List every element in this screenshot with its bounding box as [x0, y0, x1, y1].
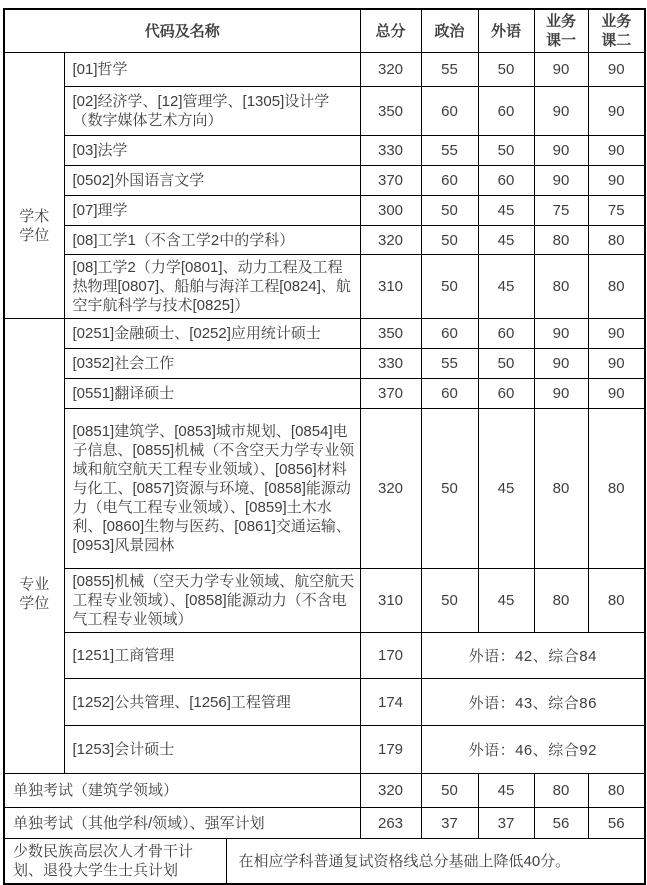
program-name: [07]理学: [64, 196, 360, 226]
table-row: [4, 726, 645, 774]
header-row: [4, 9, 645, 53]
score-politics: 50: [421, 226, 478, 255]
score-course1: 90: [534, 379, 588, 409]
score-course2: 90: [588, 349, 645, 379]
score-total: 370: [360, 166, 421, 196]
table-row: [4, 319, 645, 349]
program-name: [02]经济学、[12]管理学、[1305]设计学（数字媒体艺术方向）: [64, 87, 360, 136]
score-note: 外语：46、综合92: [421, 726, 645, 774]
header-course2-label: 业务课二: [601, 13, 632, 49]
score-course1: 90: [534, 136, 588, 166]
table-row: [4, 255, 645, 319]
table-row: [4, 136, 645, 166]
score-foreign: 50: [478, 53, 534, 87]
score-course2: 80: [588, 409, 645, 569]
score-foreign: 37: [478, 808, 534, 839]
table-row: [4, 349, 645, 379]
group-professional-label: 专业学位: [19, 575, 50, 612]
score-course2: 90: [588, 166, 645, 196]
score-politics: 50: [421, 409, 478, 569]
header-course2: [588, 9, 645, 53]
score-politics: 60: [421, 166, 478, 196]
program-name: [1252]公共管理、[1256]工程管理: [64, 679, 360, 726]
score-course2: 90: [588, 379, 645, 409]
score-foreign: 45: [478, 774, 534, 808]
score-politics: 60: [421, 379, 478, 409]
table-row: [4, 569, 645, 633]
score-politics: 60: [421, 319, 478, 349]
score-foreign: 45: [478, 255, 534, 319]
score-total: 320: [360, 53, 421, 87]
score-total: 320: [360, 226, 421, 255]
score-course1: 90: [534, 166, 588, 196]
score-course1: 90: [534, 319, 588, 349]
score-foreign: 45: [478, 196, 534, 226]
program-name: [0855]机械（空天力学专业领域、航空航天工程专业领域）、[0858]能源动力（不含电气工程专业领域）: [64, 569, 360, 633]
program-name: [0851]建筑学、[0853]城市规划、[0854]电子信息、[0855]机械（不含空天力学专业领域和航空航天工程专业领域）、[0856]材料与化工、[0857]资源与环境、[0858]能源动力（电气工程专业领域）、[0859]土木水利、[0860]生物与医药、[0861]交通运输、[0953]风景园林: [64, 409, 360, 569]
score-course1: 56: [534, 808, 588, 839]
header-course1: [534, 9, 588, 53]
score-course1: 80: [534, 409, 588, 569]
score-course2: 80: [588, 255, 645, 319]
score-course1: 80: [534, 569, 588, 633]
header-politics: 政治: [421, 9, 478, 53]
table-row: [4, 409, 645, 569]
program-name: [08]工学1（不含工学2中的学科）: [64, 226, 360, 255]
program-name: [0352]社会工作: [64, 349, 360, 379]
header-foreign: 外语: [478, 9, 534, 53]
score-politics: 37: [421, 808, 478, 839]
score-course1: 80: [534, 255, 588, 319]
table-row: [4, 808, 645, 839]
program-name: [0502]外国语言文学: [64, 166, 360, 196]
program-name: [0551]翻译硕士: [64, 379, 360, 409]
score-foreign: 50: [478, 136, 534, 166]
score-total: 174: [360, 679, 421, 726]
score-politics: 55: [421, 136, 478, 166]
score-course2: 90: [588, 87, 645, 136]
score-foreign: 45: [478, 226, 534, 255]
score-total: 179: [360, 726, 421, 774]
score-total: 330: [360, 349, 421, 379]
footer-row: [4, 839, 645, 885]
score-total: 330: [360, 136, 421, 166]
table-row: [4, 379, 645, 409]
program-name: [1251]工商管理: [64, 633, 360, 679]
score-foreign: 50: [478, 349, 534, 379]
footer-plan-label: 少数民族高层次人才骨干计划、退役大学生士兵计划: [4, 839, 226, 885]
score-course2: 80: [588, 569, 645, 633]
score-total: 263: [360, 808, 421, 839]
score-total: 310: [360, 255, 421, 319]
table-row: [4, 679, 645, 726]
program-name: [1253]会计硕士: [64, 726, 360, 774]
score-course1: 80: [534, 226, 588, 255]
header-course1-label: 业务课一: [546, 13, 577, 49]
score-course2: 90: [588, 53, 645, 87]
score-course1: 90: [534, 87, 588, 136]
header-total: 总分: [360, 9, 421, 53]
score-note: 外语：42、综合84: [421, 633, 645, 679]
score-foreign: 60: [478, 379, 534, 409]
score-course2: 56: [588, 808, 645, 839]
score-course2: 90: [588, 136, 645, 166]
table-row: [4, 226, 645, 255]
table-row: [4, 53, 645, 87]
score-total: 320: [360, 774, 421, 808]
score-course2: 80: [588, 226, 645, 255]
score-course1: 90: [534, 53, 588, 87]
group-academic-label: 学术学位: [19, 207, 50, 244]
score-politics: 60: [421, 87, 478, 136]
score-politics: 50: [421, 255, 478, 319]
score-politics: 50: [421, 569, 478, 633]
score-total: 370: [360, 379, 421, 409]
score-foreign: 45: [478, 569, 534, 633]
score-course1: 75: [534, 196, 588, 226]
score-foreign: 60: [478, 166, 534, 196]
score-foreign: 45: [478, 409, 534, 569]
score-course1: 80: [534, 774, 588, 808]
score-total: 350: [360, 319, 421, 349]
header-code-name: 代码及名称: [4, 9, 360, 53]
score-note: 外语：43、综合86: [421, 679, 645, 726]
table-row: [4, 87, 645, 136]
table-row: [4, 166, 645, 196]
program-name: [08]工学2（力学[0801]、动力工程及工程热物理[0807]、船舶与海洋工程[0824]、航空宇航科学与技术[0825]）: [64, 255, 360, 319]
score-foreign: 60: [478, 87, 534, 136]
group-academic-cell: [4, 53, 64, 319]
group-professional-cell: [4, 319, 64, 774]
score-politics: 55: [421, 53, 478, 87]
score-course2: 90: [588, 319, 645, 349]
score-course2: 80: [588, 774, 645, 808]
program-name: 单独考试（建筑学领域）: [4, 774, 360, 808]
program-name: [03]法学: [64, 136, 360, 166]
score-politics: 50: [421, 196, 478, 226]
score-total: 170: [360, 633, 421, 679]
score-lines-table: [3, 8, 646, 885]
program-name: 单独考试（其他学科/领域）、强军计划: [4, 808, 360, 839]
score-foreign: 60: [478, 319, 534, 349]
score-course1: 90: [534, 349, 588, 379]
score-total: 320: [360, 409, 421, 569]
table-row: [4, 774, 645, 808]
table-row: [4, 633, 645, 679]
table-row: [4, 196, 645, 226]
footer-plan-note: 在相应学科普通复试资格线总分基础上降低40分。: [226, 839, 645, 885]
score-total: 300: [360, 196, 421, 226]
score-politics: 55: [421, 349, 478, 379]
program-name: [01]哲学: [64, 53, 360, 87]
program-name: [0251]金融硕士、[0252]应用统计硕士: [64, 319, 360, 349]
score-course2: 75: [588, 196, 645, 226]
score-total: 350: [360, 87, 421, 136]
score-total: 310: [360, 569, 421, 633]
score-politics: 50: [421, 774, 478, 808]
